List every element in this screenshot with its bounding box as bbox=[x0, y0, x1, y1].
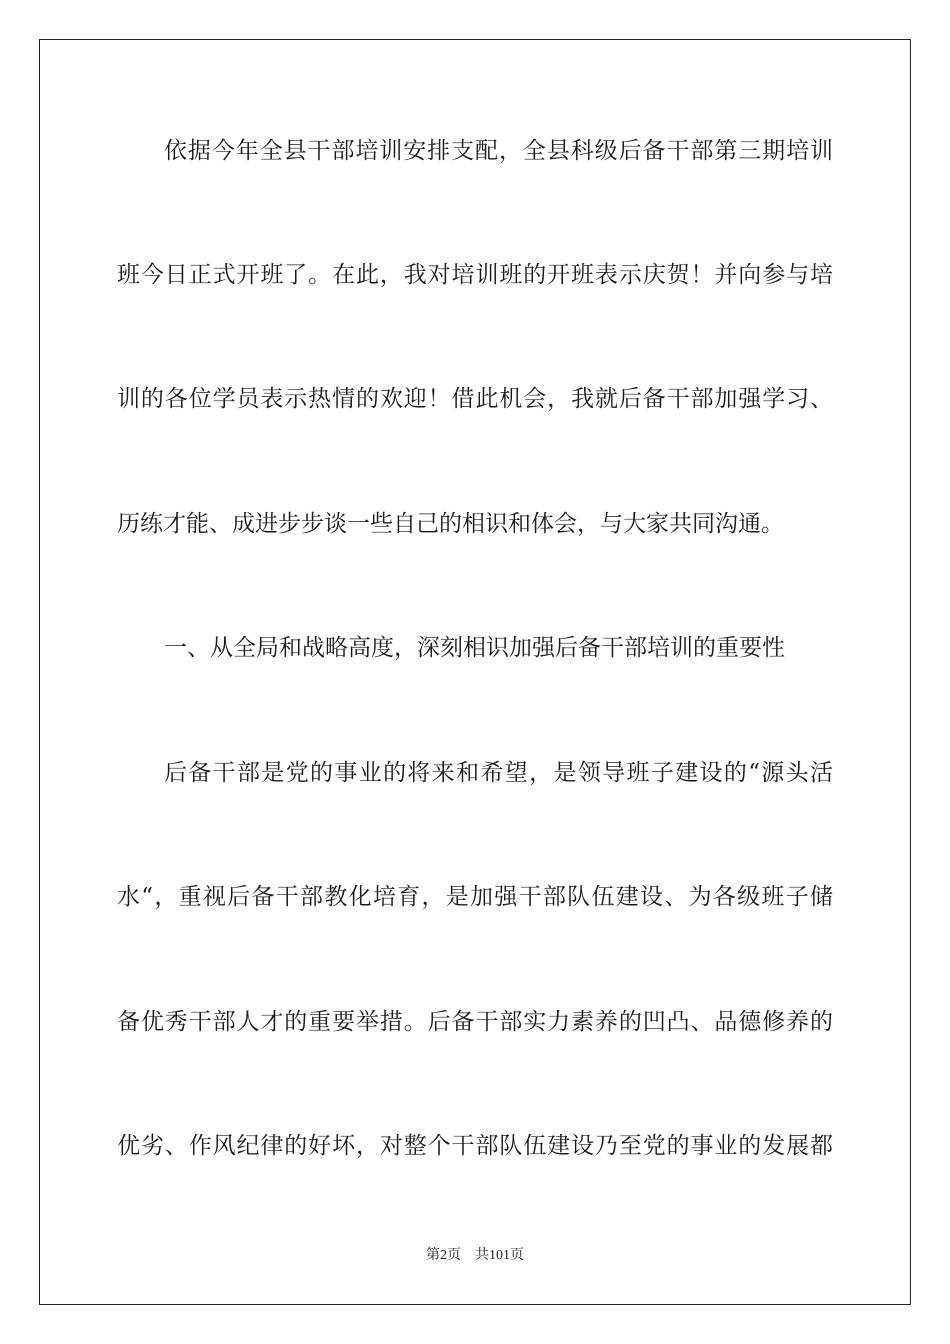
paragraph-2-line-3: 备优秀干部人才的重要举措。后备干部实力素养的凹凸、品德修养的 bbox=[117, 1009, 833, 1035]
page-footer bbox=[0, 1247, 950, 1265]
paragraph-2-line-1: 后备干部是党的事业的将来和希望，是领导班子建设的“源头活 bbox=[164, 760, 833, 786]
section-heading: 一、从全局和战略高度，深刻相识加强后备干部培训的重要性 bbox=[164, 635, 785, 661]
paragraph-1-line-2: 班今日正式开班了。在此，我对培训班的开班表示庆贺！并向参与培 bbox=[117, 262, 833, 288]
paragraph-1-line-3: 训的各位学员表示热情的欢迎！借此机会，我就后备干部加强学习、 bbox=[117, 386, 833, 412]
page-number: 第2页 bbox=[426, 1248, 461, 1263]
page-border bbox=[39, 39, 911, 1305]
paragraph-2-line-2: 水“，重视后备干部教化培育，是加强干部队伍建设、为各级班子储 bbox=[117, 884, 833, 910]
paragraph-1-line-1: 依据今年全县干部培训安排支配，全县科级后备干部第三期培训 bbox=[164, 138, 833, 164]
paragraph-1-line-4: 历练才能、成进步步谈一些自己的相识和体会，与大家共同沟通。 bbox=[117, 511, 784, 537]
paragraph-2-line-4: 优劣、作风纪律的好坏，对整个干部队伍建设乃至党的事业的发展都 bbox=[117, 1133, 833, 1159]
total-pages: 共101页 bbox=[475, 1248, 524, 1263]
